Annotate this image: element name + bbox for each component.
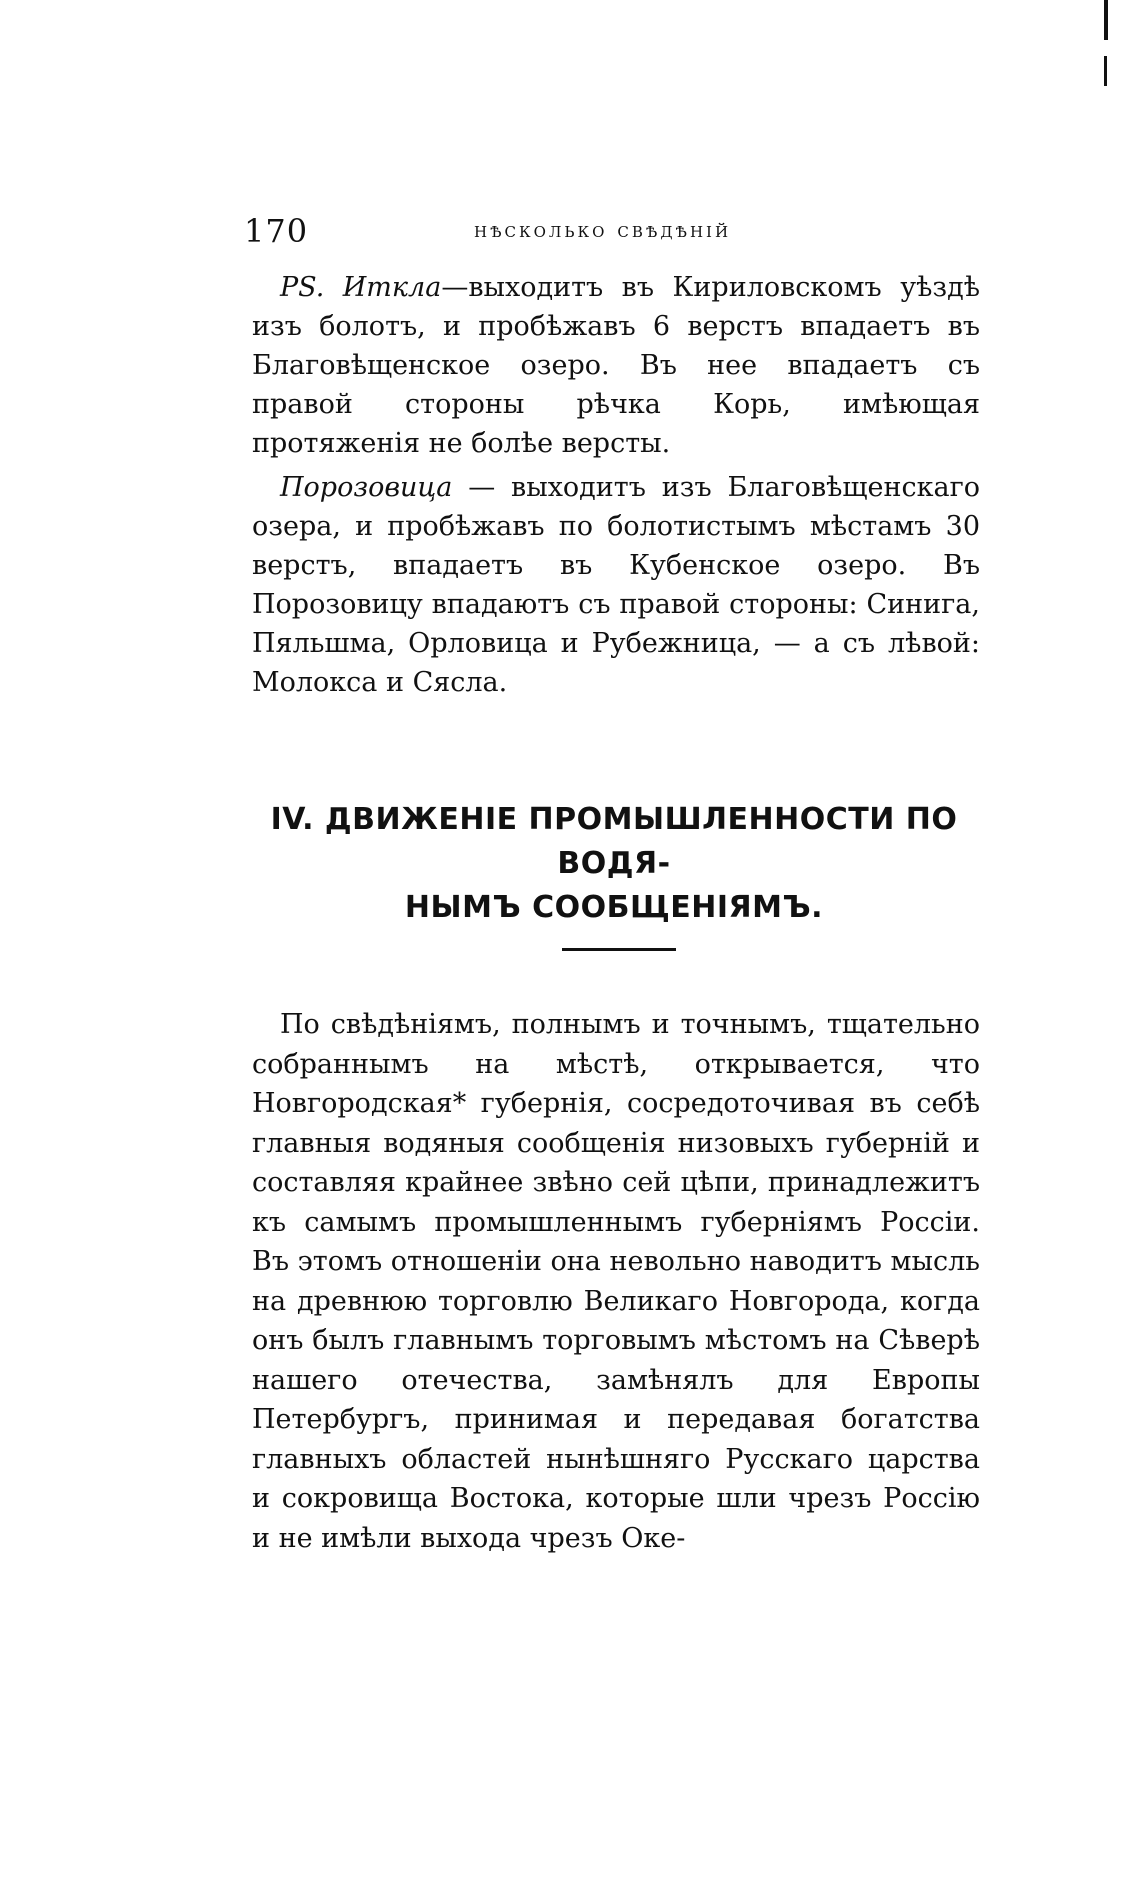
river-name-itkla: PS. Иткла: [280, 272, 442, 303]
section-heading-line-2: НЫМЪ СООБЩЕНІЯМЪ.: [404, 890, 824, 925]
paragraph-text: По свѣдѣніямъ, полнымъ и точнымъ, тщательно собраннымъ на мѣстѣ, открывается, что Новгородская* губернія, сосредоточивая въ себѣ главныя водяныя сообщенія низовыхъ губерній и составляя крайнее звѣно сей цѣпи, принадлежитъ къ самымъ промышленнымъ губерніямъ Россіи. Въ этомъ отношеніи она невольно наводитъ мысль на древнюю торговлю Великаго Новгорода, когда онъ былъ главнымъ торговымъ мѣстомъ на Сѣверѣ нашего отечества, замѣнялъ для Европы Петербургъ, принимая и передавая богатства главныхъ областей нынѣшняго Русскаго царства и сокровища Востока, которые шли чрезъ Россію и не имѣли выхода чрезъ Оке-: [252, 1009, 980, 1554]
section-heading-line-1: IV. ДВИЖЕНІЕ ПРОМЫШЛЕННОСТИ ПО ВОДЯ-: [270, 802, 958, 881]
running-title: нѣсколько свѣдѣній: [474, 218, 732, 243]
paragraph-itkla: [252, 268, 980, 463]
paragraph-text: —выходитъ въ Кириловскомъ уѣздѣ изъ болотъ, и пробѣжавъ 6 верстъ впадаетъ въ Благовѣщенское озеро. Въ нее впадаетъ съ правой стороны рѣчка Корь, имѣющая протяженія не болѣе версты.: [252, 272, 980, 459]
page-number: 170: [244, 212, 309, 250]
scan-edge-mark: [1104, 0, 1108, 40]
paragraph-text: — выходитъ изъ Благовѣщенскаго озера, и пробѣжавъ по болотистымъ мѣстамъ 30 верстъ, впадаетъ въ Кубенское озеро. Въ Порозовицу впадаютъ съ правой стороны: Синига, Пяльшма, Орловица и Рубежница, — а съ лѣвой: Молокса и Сясла.: [252, 472, 980, 698]
paragraph-porozovitsa: [252, 468, 980, 702]
river-name-porozovitsa: Порозовица: [280, 472, 453, 503]
paragraph-industry: [252, 1005, 980, 1558]
section-divider: [562, 948, 676, 951]
section-heading: [244, 798, 984, 930]
scan-edge-mark: [1104, 56, 1107, 86]
page-header: [244, 212, 984, 252]
